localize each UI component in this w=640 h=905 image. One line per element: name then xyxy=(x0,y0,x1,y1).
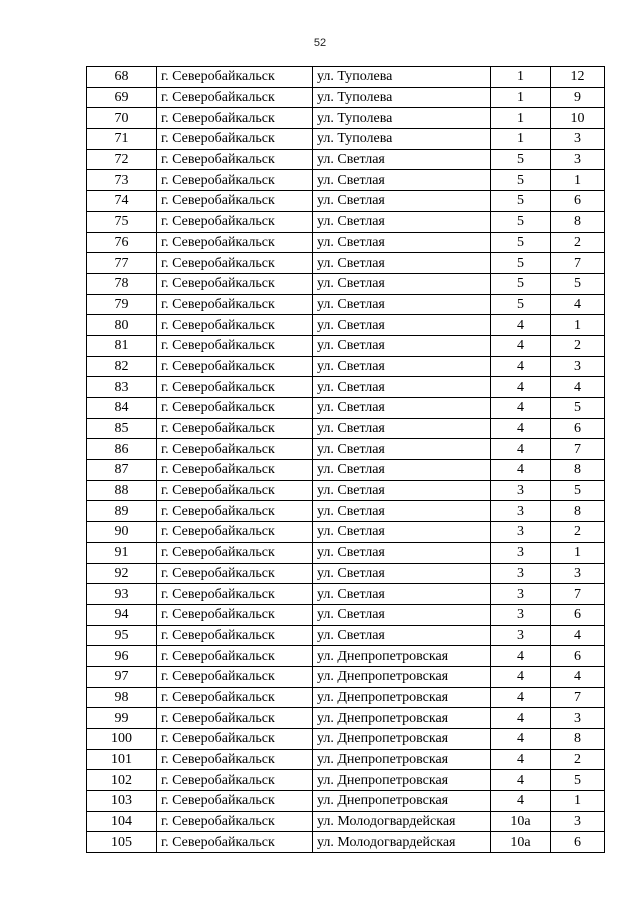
street-cell: ул. Туполева xyxy=(313,108,491,129)
street-cell: ул. Светлая xyxy=(313,418,491,439)
house-number-cell: 4 xyxy=(491,791,551,812)
house-number-cell: 4 xyxy=(491,315,551,336)
house-number-cell: 5 xyxy=(491,232,551,253)
row-number-cell: 97 xyxy=(87,666,157,687)
street-cell: ул. Днепропетровская xyxy=(313,749,491,770)
row-number-cell: 81 xyxy=(87,335,157,356)
table-row xyxy=(87,625,605,646)
table-row xyxy=(87,791,605,812)
apartment-number-cell: 8 xyxy=(551,729,605,750)
apartment-number-cell: 6 xyxy=(551,604,605,625)
row-number-cell: 70 xyxy=(87,108,157,129)
house-number-cell: 3 xyxy=(491,542,551,563)
apartment-number-cell: 5 xyxy=(551,398,605,419)
city-cell: г. Северобайкальск xyxy=(157,811,313,832)
row-number-cell: 71 xyxy=(87,129,157,150)
city-cell: г. Северобайкальск xyxy=(157,708,313,729)
table-row xyxy=(87,273,605,294)
city-cell: г. Северобайкальск xyxy=(157,729,313,750)
table-row xyxy=(87,666,605,687)
street-cell: ул. Светлая xyxy=(313,335,491,356)
apartment-number-cell: 8 xyxy=(551,501,605,522)
city-cell: г. Северобайкальск xyxy=(157,791,313,812)
page-number: 52 xyxy=(313,37,327,49)
house-number-cell: 4 xyxy=(491,749,551,770)
apartment-number-cell: 5 xyxy=(551,480,605,501)
table-row xyxy=(87,460,605,481)
house-number-cell: 5 xyxy=(491,149,551,170)
street-cell: ул. Светлая xyxy=(313,604,491,625)
table-row xyxy=(87,563,605,584)
city-cell: г. Северобайкальск xyxy=(157,273,313,294)
table-row xyxy=(87,708,605,729)
house-number-cell: 5 xyxy=(491,211,551,232)
street-cell: ул. Светлая xyxy=(313,460,491,481)
row-number-cell: 103 xyxy=(87,791,157,812)
row-number-cell: 98 xyxy=(87,687,157,708)
house-number-cell: 1 xyxy=(491,87,551,108)
street-cell: ул. Днепропетровская xyxy=(313,708,491,729)
street-cell: ул. Светлая xyxy=(313,170,491,191)
row-number-cell: 99 xyxy=(87,708,157,729)
apartment-number-cell: 1 xyxy=(551,542,605,563)
city-cell: г. Северобайкальск xyxy=(157,439,313,460)
apartment-number-cell: 5 xyxy=(551,273,605,294)
apartment-number-cell: 7 xyxy=(551,687,605,708)
house-number-cell: 4 xyxy=(491,335,551,356)
table-row xyxy=(87,480,605,501)
house-number-cell: 1 xyxy=(491,67,551,88)
table-row xyxy=(87,770,605,791)
house-number-cell: 4 xyxy=(491,418,551,439)
apartment-number-cell: 1 xyxy=(551,170,605,191)
house-number-cell: 4 xyxy=(491,439,551,460)
house-number-cell: 5 xyxy=(491,273,551,294)
table-row xyxy=(87,522,605,543)
table-row xyxy=(87,418,605,439)
apartment-number-cell: 4 xyxy=(551,294,605,315)
apartment-number-cell: 2 xyxy=(551,522,605,543)
row-number-cell: 88 xyxy=(87,480,157,501)
apartment-number-cell: 3 xyxy=(551,129,605,150)
apartment-number-cell: 8 xyxy=(551,211,605,232)
house-number-cell: 3 xyxy=(491,563,551,584)
table-row xyxy=(87,398,605,419)
house-number-cell: 3 xyxy=(491,480,551,501)
row-number-cell: 80 xyxy=(87,315,157,336)
street-cell: ул. Днепропетровская xyxy=(313,687,491,708)
apartment-number-cell: 4 xyxy=(551,666,605,687)
street-cell: ул. Днепропетровская xyxy=(313,729,491,750)
street-cell: ул. Днепропетровская xyxy=(313,770,491,791)
house-number-cell: 1 xyxy=(491,108,551,129)
row-number-cell: 90 xyxy=(87,522,157,543)
house-number-cell: 3 xyxy=(491,584,551,605)
house-number-cell: 4 xyxy=(491,398,551,419)
city-cell: г. Северобайкальск xyxy=(157,191,313,212)
apartment-number-cell: 10 xyxy=(551,108,605,129)
row-number-cell: 93 xyxy=(87,584,157,605)
table-row xyxy=(87,315,605,336)
house-number-cell: 5 xyxy=(491,253,551,274)
street-cell: ул. Светлая xyxy=(313,439,491,460)
house-number-cell: 5 xyxy=(491,294,551,315)
street-cell: ул. Светлая xyxy=(313,232,491,253)
street-cell: ул. Светлая xyxy=(313,149,491,170)
row-number-cell: 96 xyxy=(87,646,157,667)
apartment-number-cell: 8 xyxy=(551,460,605,481)
city-cell: г. Северобайкальск xyxy=(157,522,313,543)
city-cell: г. Северобайкальск xyxy=(157,398,313,419)
apartment-number-cell: 6 xyxy=(551,418,605,439)
city-cell: г. Северобайкальск xyxy=(157,770,313,791)
street-cell: ул. Светлая xyxy=(313,315,491,336)
apartment-number-cell: 9 xyxy=(551,87,605,108)
apartment-number-cell: 3 xyxy=(551,149,605,170)
city-cell: г. Северобайкальск xyxy=(157,604,313,625)
apartment-number-cell: 6 xyxy=(551,191,605,212)
apartment-number-cell: 7 xyxy=(551,584,605,605)
row-number-cell: 100 xyxy=(87,729,157,750)
street-cell: ул. Светлая xyxy=(313,273,491,294)
apartment-number-cell: 3 xyxy=(551,708,605,729)
city-cell: г. Северобайкальск xyxy=(157,625,313,646)
street-cell: ул. Молодогвардейская xyxy=(313,811,491,832)
city-cell: г. Северобайкальск xyxy=(157,542,313,563)
table-row xyxy=(87,501,605,522)
city-cell: г. Северобайкальск xyxy=(157,315,313,336)
street-cell: ул. Молодогвардейская xyxy=(313,832,491,853)
city-cell: г. Северобайкальск xyxy=(157,211,313,232)
row-number-cell: 87 xyxy=(87,460,157,481)
apartment-number-cell: 2 xyxy=(551,749,605,770)
house-number-cell: 4 xyxy=(491,377,551,398)
table-row xyxy=(87,542,605,563)
street-cell: ул. Светлая xyxy=(313,501,491,522)
table-row xyxy=(87,191,605,212)
table-row xyxy=(87,87,605,108)
table-row xyxy=(87,832,605,853)
row-number-cell: 102 xyxy=(87,770,157,791)
house-number-cell: 5 xyxy=(491,191,551,212)
table-row xyxy=(87,356,605,377)
table-row xyxy=(87,211,605,232)
street-cell: ул. Светлая xyxy=(313,294,491,315)
row-number-cell: 78 xyxy=(87,273,157,294)
table-row xyxy=(87,232,605,253)
apartment-number-cell: 2 xyxy=(551,335,605,356)
city-cell: г. Северобайкальск xyxy=(157,149,313,170)
house-number-cell: 4 xyxy=(491,666,551,687)
table-row xyxy=(87,811,605,832)
apartment-number-cell: 12 xyxy=(551,67,605,88)
row-number-cell: 85 xyxy=(87,418,157,439)
house-number-cell: 3 xyxy=(491,501,551,522)
apartment-number-cell: 7 xyxy=(551,439,605,460)
row-number-cell: 95 xyxy=(87,625,157,646)
city-cell: г. Северобайкальск xyxy=(157,666,313,687)
apartment-number-cell: 6 xyxy=(551,832,605,853)
city-cell: г. Северобайкальск xyxy=(157,87,313,108)
row-number-cell: 89 xyxy=(87,501,157,522)
apartment-number-cell: 4 xyxy=(551,377,605,398)
house-number-cell: 3 xyxy=(491,522,551,543)
apartment-number-cell: 1 xyxy=(551,315,605,336)
table-row xyxy=(87,108,605,129)
city-cell: г. Северобайкальск xyxy=(157,832,313,853)
table-row xyxy=(87,67,605,88)
row-number-cell: 74 xyxy=(87,191,157,212)
street-cell: ул. Светлая xyxy=(313,542,491,563)
row-number-cell: 84 xyxy=(87,398,157,419)
house-number-cell: 4 xyxy=(491,646,551,667)
apartment-number-cell: 2 xyxy=(551,232,605,253)
city-cell: г. Северобайкальск xyxy=(157,253,313,274)
row-number-cell: 92 xyxy=(87,563,157,584)
table-row xyxy=(87,646,605,667)
street-cell: ул. Светлая xyxy=(313,191,491,212)
table-row xyxy=(87,170,605,191)
row-number-cell: 75 xyxy=(87,211,157,232)
table-row xyxy=(87,439,605,460)
city-cell: г. Северобайкальск xyxy=(157,129,313,150)
address-table-body xyxy=(87,67,605,853)
row-number-cell: 105 xyxy=(87,832,157,853)
row-number-cell: 68 xyxy=(87,67,157,88)
table-row xyxy=(87,604,605,625)
street-cell: ул. Туполева xyxy=(313,129,491,150)
city-cell: г. Северобайкальск xyxy=(157,563,313,584)
apartment-number-cell: 6 xyxy=(551,646,605,667)
row-number-cell: 82 xyxy=(87,356,157,377)
house-number-cell: 4 xyxy=(491,770,551,791)
street-cell: ул. Светлая xyxy=(313,211,491,232)
city-cell: г. Северобайкальск xyxy=(157,646,313,667)
apartment-number-cell: 1 xyxy=(551,791,605,812)
house-number-cell: 4 xyxy=(491,460,551,481)
apartment-number-cell: 3 xyxy=(551,811,605,832)
table-row xyxy=(87,335,605,356)
row-number-cell: 104 xyxy=(87,811,157,832)
city-cell: г. Северобайкальск xyxy=(157,294,313,315)
table-row xyxy=(87,584,605,605)
house-number-cell: 4 xyxy=(491,729,551,750)
street-cell: ул. Светлая xyxy=(313,356,491,377)
street-cell: ул. Светлая xyxy=(313,625,491,646)
row-number-cell: 79 xyxy=(87,294,157,315)
house-number-cell: 3 xyxy=(491,625,551,646)
row-number-cell: 73 xyxy=(87,170,157,191)
house-number-cell: 1 xyxy=(491,129,551,150)
apartment-number-cell: 5 xyxy=(551,770,605,791)
table-row xyxy=(87,129,605,150)
city-cell: г. Северобайкальск xyxy=(157,356,313,377)
city-cell: г. Северобайкальск xyxy=(157,377,313,398)
city-cell: г. Северобайкальск xyxy=(157,501,313,522)
city-cell: г. Северобайкальск xyxy=(157,170,313,191)
street-cell: ул. Днепропетровская xyxy=(313,791,491,812)
city-cell: г. Северобайкальск xyxy=(157,480,313,501)
row-number-cell: 94 xyxy=(87,604,157,625)
city-cell: г. Северобайкальск xyxy=(157,687,313,708)
row-number-cell: 77 xyxy=(87,253,157,274)
street-cell: ул. Днепропетровская xyxy=(313,646,491,667)
table-row xyxy=(87,729,605,750)
street-cell: ул. Светлая xyxy=(313,398,491,419)
city-cell: г. Северобайкальск xyxy=(157,232,313,253)
table-row xyxy=(87,687,605,708)
street-cell: ул. Светлая xyxy=(313,253,491,274)
address-table xyxy=(86,66,605,853)
row-number-cell: 72 xyxy=(87,149,157,170)
house-number-cell: 4 xyxy=(491,687,551,708)
apartment-number-cell: 3 xyxy=(551,356,605,377)
apartment-number-cell: 4 xyxy=(551,625,605,646)
city-cell: г. Северобайкальск xyxy=(157,108,313,129)
apartment-number-cell: 7 xyxy=(551,253,605,274)
city-cell: г. Северобайкальск xyxy=(157,584,313,605)
house-number-cell: 10а xyxy=(491,811,551,832)
row-number-cell: 101 xyxy=(87,749,157,770)
city-cell: г. Северобайкальск xyxy=(157,749,313,770)
table-row xyxy=(87,377,605,398)
house-number-cell: 3 xyxy=(491,604,551,625)
house-number-cell: 10а xyxy=(491,832,551,853)
city-cell: г. Северобайкальск xyxy=(157,418,313,439)
house-number-cell: 5 xyxy=(491,170,551,191)
row-number-cell: 76 xyxy=(87,232,157,253)
apartment-number-cell: 3 xyxy=(551,563,605,584)
street-cell: ул. Светлая xyxy=(313,377,491,398)
row-number-cell: 69 xyxy=(87,87,157,108)
city-cell: г. Северобайкальск xyxy=(157,67,313,88)
house-number-cell: 4 xyxy=(491,708,551,729)
house-number-cell: 4 xyxy=(491,356,551,377)
row-number-cell: 83 xyxy=(87,377,157,398)
table-row xyxy=(87,294,605,315)
city-cell: г. Северобайкальск xyxy=(157,460,313,481)
street-cell: ул. Днепропетровская xyxy=(313,666,491,687)
street-cell: ул. Светлая xyxy=(313,584,491,605)
row-number-cell: 86 xyxy=(87,439,157,460)
city-cell: г. Северобайкальск xyxy=(157,335,313,356)
street-cell: ул. Светлая xyxy=(313,522,491,543)
row-number-cell: 91 xyxy=(87,542,157,563)
table-row xyxy=(87,253,605,274)
street-cell: ул. Туполева xyxy=(313,87,491,108)
table-row xyxy=(87,149,605,170)
table-row xyxy=(87,749,605,770)
street-cell: ул. Светлая xyxy=(313,480,491,501)
street-cell: ул. Туполева xyxy=(313,67,491,88)
street-cell: ул. Светлая xyxy=(313,563,491,584)
